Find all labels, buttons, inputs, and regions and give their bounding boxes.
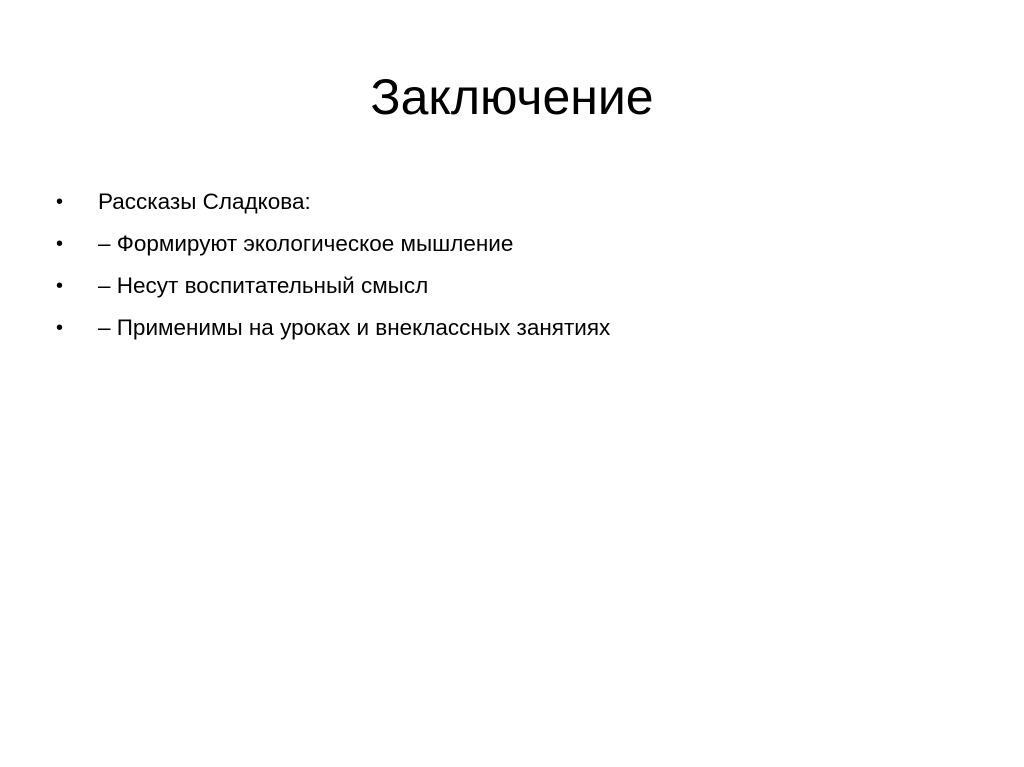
bullet-text: – Несут воспитательный смысл <box>98 273 429 298</box>
bullet-dot-icon: • <box>56 317 64 339</box>
bullet-text: – Формируют экологическое мышление <box>98 231 514 256</box>
bullet-item <box>56 182 956 224</box>
bullet-dot-icon: • <box>56 233 64 255</box>
bullet-item <box>56 224 956 266</box>
bullet-list <box>56 182 956 350</box>
bullet-item <box>56 308 956 350</box>
bullet-text: Рассказы Сладкова: <box>98 189 311 214</box>
bullet-text: – Применимы на уроках и внеклассных занятиях <box>98 315 611 340</box>
slide-title: Заключение <box>370 69 654 125</box>
bullet-dot-icon: • <box>56 275 64 297</box>
bullet-item <box>56 266 956 308</box>
bullet-dot-icon: • <box>56 191 64 213</box>
